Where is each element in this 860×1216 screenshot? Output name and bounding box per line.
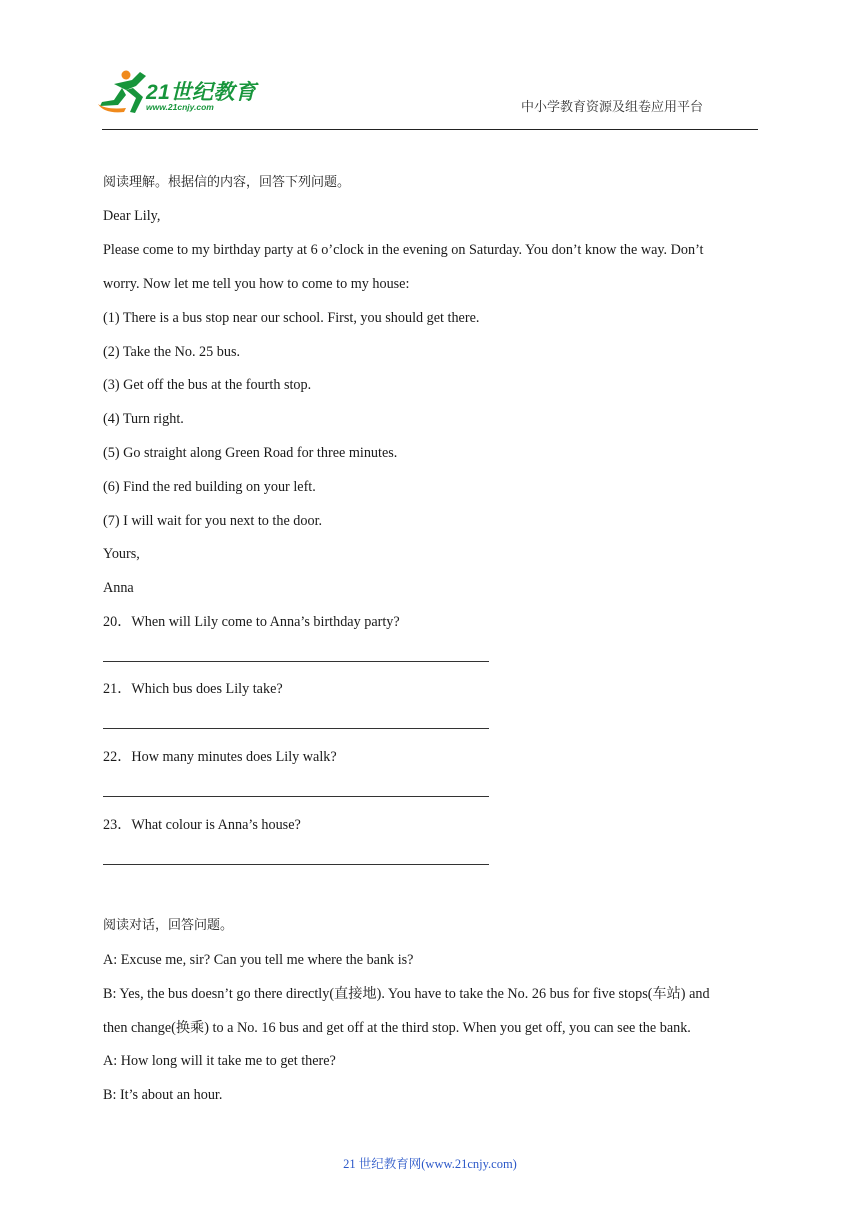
page-header <box>0 0 860 140</box>
header-divider <box>102 129 758 130</box>
letter-paragraph: Please come to my birthday party at 6 o’clock in the evening on Saturday. You don’t know the way. Don’t <box>103 242 704 258</box>
logo-text: 21世纪教育 <box>146 81 257 104</box>
question-22: 22．How many minutes does Lily walk? <box>103 749 337 765</box>
logo-url: www.21cnjy.com <box>146 102 214 112</box>
dialogue-line: B: Yes, the bus doesn’t go there directly(直接地). You have to take the No. 26 bus for five stops(车站) and <box>103 986 710 1002</box>
question-20: 20．When will Lily come to Anna’s birthday party? <box>103 614 400 630</box>
question-23: 23．What colour is Anna’s house? <box>103 817 301 833</box>
letter-signature: Anna <box>103 580 134 596</box>
answer-line-22[interactable] <box>103 796 489 797</box>
direction-step: (1) There is a bus stop near our school. First, you should get there. <box>103 310 480 326</box>
section1-instruction: 阅读理解。根据信的内容，回答下列问题。 <box>103 175 351 190</box>
answer-line-20[interactable] <box>103 661 489 662</box>
letter-greeting: Dear Lily, <box>103 208 161 224</box>
question-21: 21．Which bus does Lily take? <box>103 681 283 697</box>
dialogue-line: then change(换乘) to a No. 16 bus and get off at the third stop. When you get off, you can see the bank. <box>103 1020 691 1036</box>
direction-step: (2) Take the No. 25 bus. <box>103 344 241 360</box>
section2-instruction: 阅读对话，回答问题。 <box>103 918 234 933</box>
answer-line-23[interactable] <box>103 864 489 865</box>
letter-closing: Yours, <box>103 546 140 562</box>
letter-paragraph: worry. Now let me tell you how to come to my house: <box>103 276 410 292</box>
dialogue-line: B: It’s about an hour. <box>103 1087 223 1103</box>
footer-link[interactable]: 21 世纪教育网(www.21cnjy.com) <box>343 1157 517 1171</box>
direction-step: (5) Go straight along Green Road for three minutes. <box>103 445 398 461</box>
dialogue-line: A: How long will it take me to get there? <box>103 1053 336 1069</box>
direction-step: (6) Find the red building on your left. <box>103 479 316 495</box>
direction-step: (3) Get off the bus at the fourth stop. <box>103 377 312 393</box>
platform-title: 中小学教育资源及组卷应用平台 <box>521 100 704 115</box>
dialogue-line: A: Excuse me, sir? Can you tell me where the bank is? <box>103 952 414 968</box>
answer-line-21[interactable] <box>103 728 489 729</box>
direction-step: (4) Turn right. <box>103 411 184 427</box>
direction-step: (7) I will wait for you next to the door. <box>103 513 323 529</box>
